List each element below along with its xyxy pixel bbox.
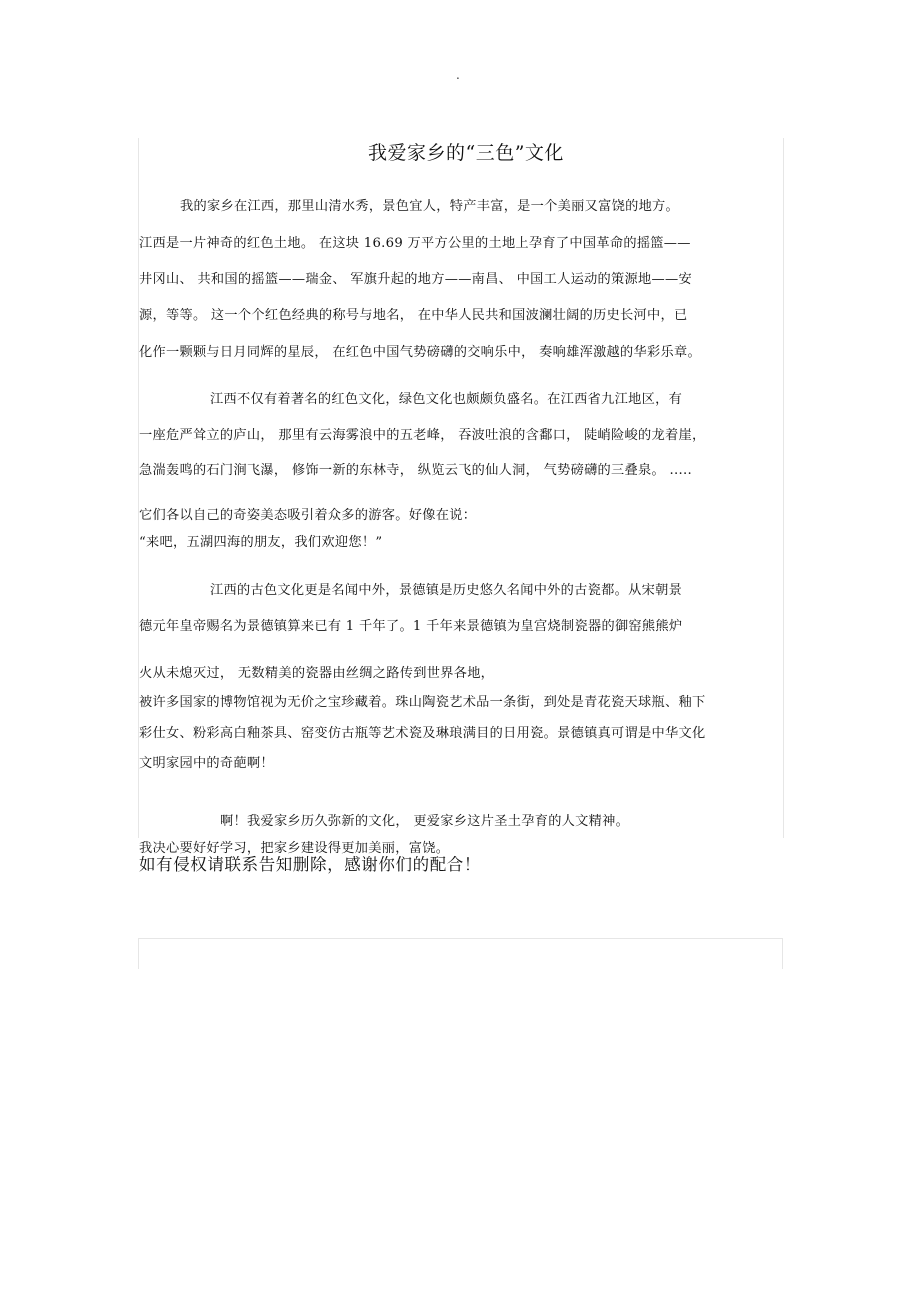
paragraph-line: 啊！我爱家乡历久弥新的文化， 更爱家乡这片圣土孕育的人文精神。 <box>220 814 630 829</box>
paragraph-line: 德元年皇帝赐名为景德镇算来已有 1 千年了。1 千年来景德镇为皇宫烧制瓷器的御窑熊熊炉 <box>139 619 683 634</box>
paragraph-line: 我决心要好好学习，把家乡建设得更加美丽，富饶。 <box>139 841 450 856</box>
paragraph-line: 文明家园中的奇葩啊！ <box>139 756 274 771</box>
paragraph-line: 火从未熄灭过， 无数精美的瓷器由丝绸之路传到世界各地， <box>139 666 495 681</box>
paragraph-line: “来吧，五湖四海的朋友，我们欢迎您！” <box>139 535 383 550</box>
document-title: 我爱家乡的“三色”文化 <box>368 142 564 164</box>
paragraph-line: 江西的古色文化更是名闻中外，景德镇是历史悠久名闻中外的古瓷都。从宋朝景 <box>210 583 683 598</box>
paragraph-line: 井冈山、 共和国的摇篮——瑞金、 军旗升起的地方——南昌、 中国工人运动的策源地——安 <box>139 272 692 287</box>
paragraph-line: 被许多国家的博物馆视为无价之宝珍藏着。珠山陶瓷艺术品一条街，到处是青花瓷天球瓶、釉下 <box>139 695 706 710</box>
paragraph-line: 江西不仅有着著名的红色文化，绿色文化也颇颇负盛名。在江西省九江地区，有 <box>210 392 683 407</box>
paragraph-line: 彩仕女、粉彩高白釉茶具、窑变仿古瓶等艺术瓷及琳琅满目的日用瓷。景德镇真可谓是中华文化 <box>139 726 706 741</box>
paragraph-line: 我的家乡在江西，那里山清水秀，景色宜人，特产丰富，是一个美丽又富饶的地方。 <box>180 199 680 214</box>
paragraph-line: 江西是一片神奇的红色土地。 在这块 16.69 万平方公里的土地上孕育了中国革命的摇篮—— <box>139 236 691 251</box>
paragraph-line: 化作一颗颗与日月同辉的星辰， 在红色中国气势磅礴的交响乐中， 奏响雄浑激越的华彩乐章。 <box>139 345 701 360</box>
copyright-notice: 如有侵权请联系告知删除，感谢你们的配合！ <box>139 855 481 874</box>
paragraph-line: 一座危严耸立的庐山， 那里有云海雾浪中的五老峰， 吞波吐浪的含鄱口， 陡峭险峻的龙着崖， <box>139 428 706 443</box>
page-marker-dot: . <box>456 68 460 82</box>
paragraph-line: 它们各以自己的奇姿美态吸引着众多的游客。好像在说： <box>139 508 477 523</box>
paragraph-line: 源，等等。 这一个个红色经典的称号与地名， 在中华人民共和国波澜壮阔的历史长河中，已 <box>139 308 688 323</box>
next-page-frame <box>138 938 783 969</box>
paragraph-line: 急湍轰鸣的石门涧飞瀑， 修饰一新的东林寺， 纵览云飞的仙人洞， 气势磅礴的三叠泉。 ..... <box>139 463 692 478</box>
